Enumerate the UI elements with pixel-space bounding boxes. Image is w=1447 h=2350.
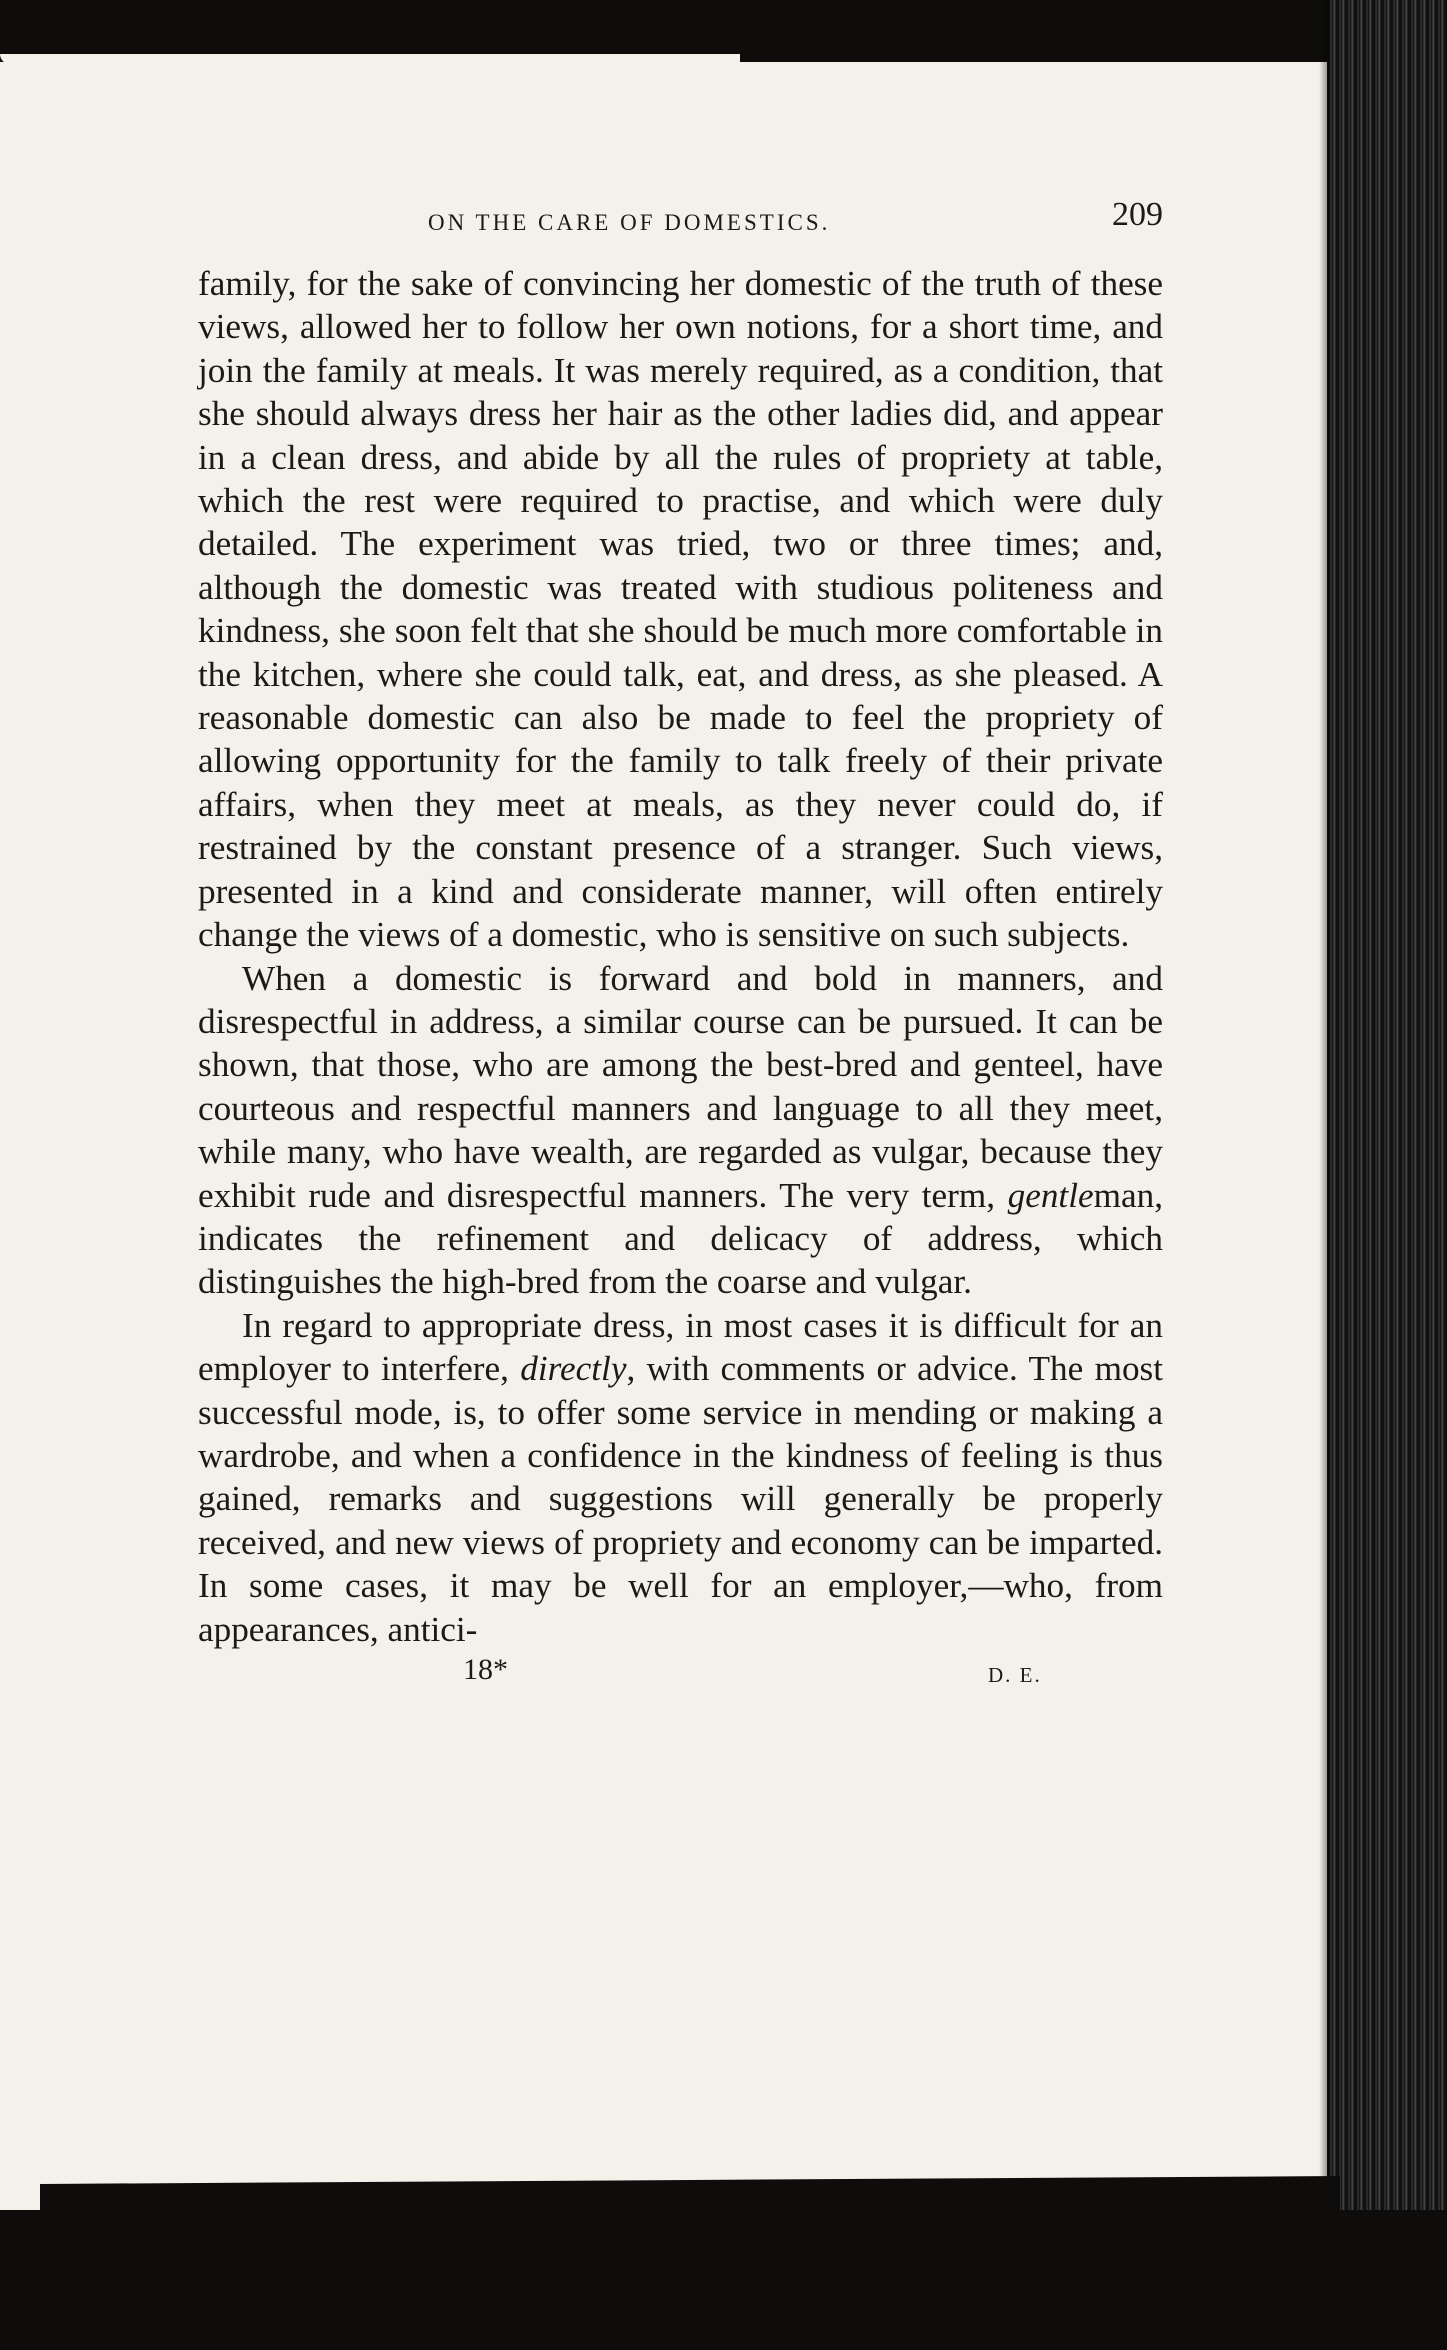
paragraph-2 xyxy=(198,957,1163,1304)
book-page xyxy=(198,190,1163,1711)
running-head xyxy=(198,190,1163,250)
body-text xyxy=(198,262,1163,1651)
scan-top-border xyxy=(0,0,1340,62)
running-title: ON THE CARE OF DOMESTICS. xyxy=(428,210,831,235)
page-footer xyxy=(198,1651,1163,1711)
paragraph-2-text-a: When a domestic is forward and bold in manners, and disrespectful in address, a similar course can be pursued. It can be shown, that those, who are among the best-bred and genteel, have courteous and respectful manners and language to all they meet, while many, who have wealth, are regarded as vulgar, because they exhibit rude and disrespectful manners. The very term, xyxy=(198,958,1163,1215)
paragraph-3-text-a: In regard to appropriate dress, in most cases it is difficult for an employer to interfere, xyxy=(198,1305,1163,1389)
paragraph-3-emphasis: directly xyxy=(520,1349,627,1389)
paragraph-2-emphasis: gentle xyxy=(1007,1175,1094,1215)
paragraph-1: family, for the sake of convincing her domestic of the truth of these views, allowed her to follow her own notions, for a short time, and join the family at meals. It was merely required, as a condition, that she should always dress her hair as the other ladies did, and appear in a clean dress, and abide by all the rules of propriety at table, which the rest were required to practise, and which were duly detailed. The experiment was tried, two or three times; and, although the domestic was treated with studious politeness and kindness, she soon felt that she should be much more comfortable in the kitchen, where she could talk, eat, and dress, as she pleased. A reasonable domestic can also be made to feel the propriety of allowing opportunity for the family to talk freely of their private affairs, when they meet at meals, as they never could do, if restrained by the constant presence of a stranger. Such views, presented in a kind and considerate manner, will often entirely change the views of a domestic, who is sensitive on such subjects. xyxy=(198,264,1163,955)
footer-ref: D. E. xyxy=(988,1663,1042,1687)
book-spine-edge xyxy=(1327,0,1447,2350)
page-number: 209 xyxy=(1112,196,1163,233)
paragraph-3-text-b: , with comments or advice. The most successful mode, is, to offer some service in mending or making a wardrobe, and when a confidence in the kindness of feeling is thus gained, remarks and suggestions will generally be properly received, and new views of propriety and economy can be imparted. In some cases, it may be well for an employer,—who, from appearances, antici- xyxy=(198,1349,1164,1649)
scan-bottom-border xyxy=(0,2210,1447,2350)
paragraph-3 xyxy=(198,1304,1163,1651)
paragraph-2-text-b: man, indicates the refinement and delicacy of address, which distinguishes the high-bred from the coarse and vulgar. xyxy=(198,1175,1163,1302)
signature-mark: 18* xyxy=(463,1653,508,1686)
